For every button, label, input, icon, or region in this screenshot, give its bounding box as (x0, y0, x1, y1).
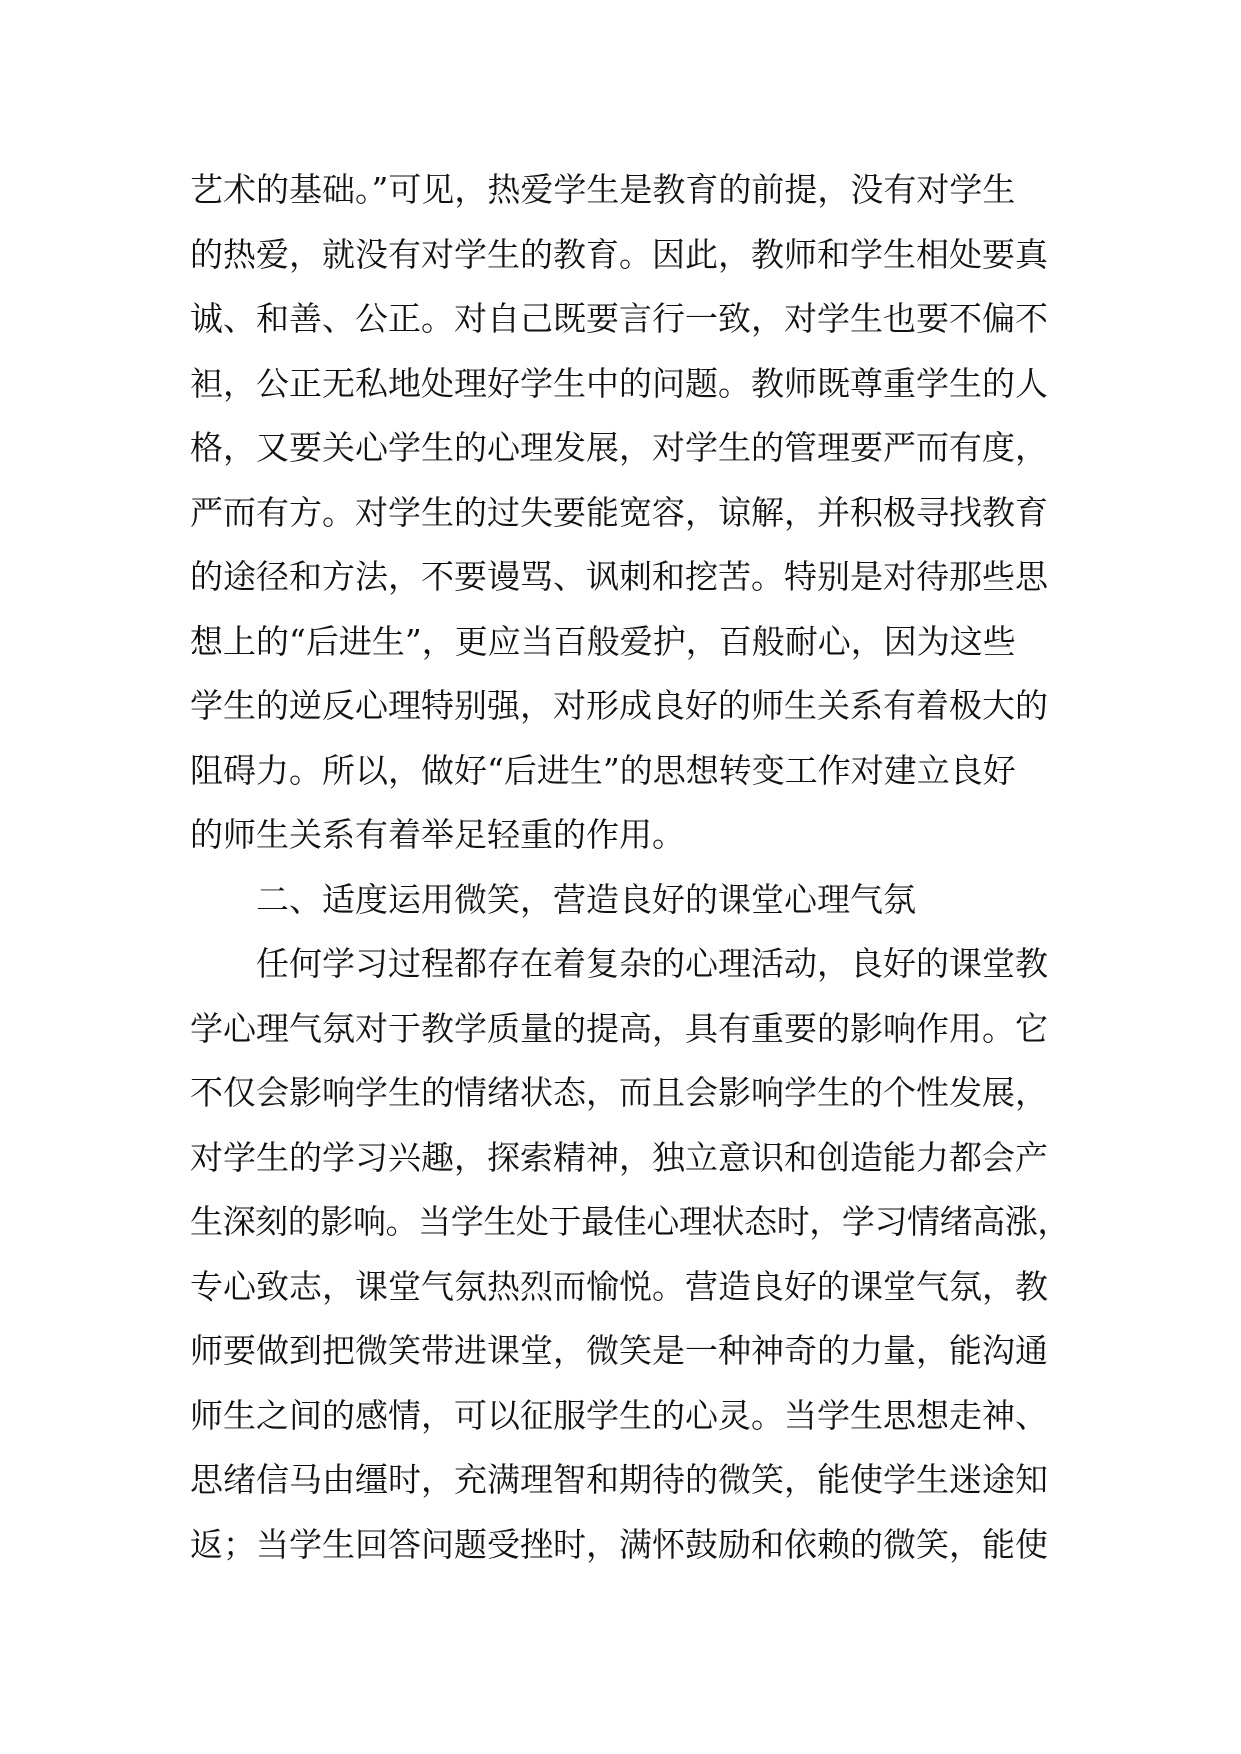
paragraph-line: 学心理气氛对于教学质量的提高，具有重要的影响作用。它 (190, 1008, 1048, 1048)
paragraph-line: 返；当学生回答问题受挫时，满怀鼓励和依赖的微笑，能使 (190, 1524, 1048, 1564)
paragraph-line: 师生之间的感情，可以征服学生的心灵。当学生思想走神、 (190, 1395, 1048, 1435)
body-text (190, 158, 1070, 1577)
paragraph-line: 想上的“后进生”，更应当百般爱护，百般耐心，因为这些 (190, 621, 1016, 661)
paragraph-line: 的途径和方法，不要谩骂、讽刺和挖苦。特别是对待那些思 (190, 557, 1048, 596)
paragraph-line: 任何学习过程都存在着复杂的心理活动，良好的课堂教 (256, 944, 1048, 983)
paragraph-line: 诚、和善、公正。对自己既要言行一致，对学生也要不偏不 (190, 299, 1048, 338)
paragraph-line: 对学生的学习兴趣，探索精神，独立意识和创造能力都会产 (190, 1137, 1048, 1177)
paragraph-line: 思绪信马由缰时，充满理智和期待的微笑，能使学生迷途知 (190, 1460, 1048, 1499)
paragraph-line: 严而有方。对学生的过失要能宽容，谅解，并积极寻找教育 (190, 492, 1048, 532)
paragraph-line: 的师生关系有着举足轻重的作用。 (190, 815, 685, 854)
section-heading: 二、适度运用微笑，营造良好的课堂心理气氛 (256, 879, 916, 919)
paragraph-line: 专心致志，课堂气氛热烈而愉悦。营造良好的课堂气氛，教 (190, 1266, 1048, 1306)
paragraph-line: 生深刻的影响。当学生处于最佳心理状态时，学习情绪高涨， (190, 1202, 1071, 1241)
paragraph-line: 不仅会影响学生的情绪状态，而且会影响学生的个性发展， (190, 1073, 1048, 1112)
paragraph-line: 师要做到把微笑带进课堂，微笑是一种神奇的力量，能沟通 (190, 1331, 1048, 1370)
paragraph-line: 学生的逆反心理特别强，对形成良好的师生关系有着极大的 (190, 686, 1048, 725)
paragraph-line: 的热爱，就没有对学生的教育。因此，教师和学生相处要真 (190, 234, 1048, 274)
paragraph-line: 艺术的基础。”可见，热爱学生是教育的前提，没有对学生 (190, 170, 1016, 209)
paragraph-line: 袒，公正无私地处理好学生中的问题。教师既尊重学生的人 (190, 363, 1048, 403)
paragraph-line: 阻碍力。所以，做好“后进生”的思想转变工作对建立良好 (190, 750, 1016, 790)
paragraph-line: 格，又要关心学生的心理发展，对学生的管理要严而有度， (190, 428, 1048, 467)
